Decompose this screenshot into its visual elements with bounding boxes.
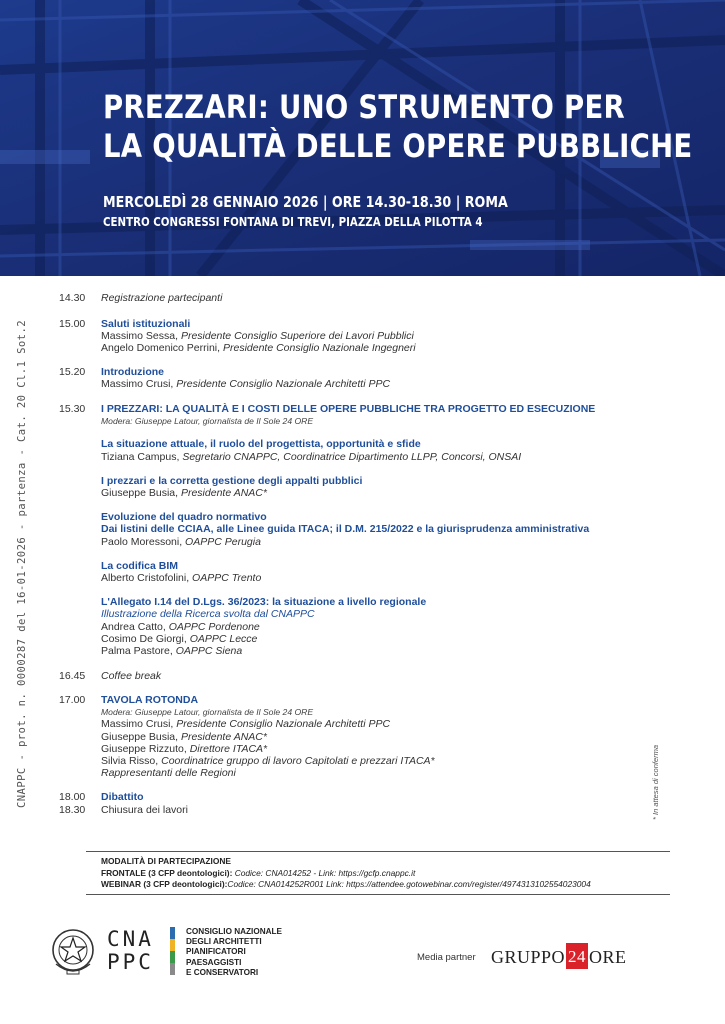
talk-3 xyxy=(101,511,701,548)
talk-subtitle: Dai listini delle CCIAA, alle Linee guida ITACA; il D.M. 215/2022 e la giurisprudenza amministrativa xyxy=(101,523,590,536)
event-venue: CENTRO CONGRESSI FONTANA DI TREVI, PIAZZA DELLA PILOTTA 4 xyxy=(103,214,483,229)
event-title xyxy=(103,88,693,166)
logo-part: GRUPPO xyxy=(491,947,566,967)
time-label: 17.00 xyxy=(59,694,86,706)
frontale-label: FRONTALE (3 CFP deontologici): xyxy=(101,867,235,878)
webinar-label: WEBINAR (3 CFP deontologici): xyxy=(101,879,228,889)
speaker-name: Massimo Sessa, xyxy=(101,330,181,343)
speaker-role: Direttore ITACA* xyxy=(189,742,268,755)
speaker-role: Coordinatrice gruppo di lavoro Capitolati e prezzari ITACA* xyxy=(161,755,435,768)
talk-4 xyxy=(101,560,701,584)
cnappc-logo-line-1: CNA xyxy=(107,927,154,951)
speaker-name: Giuseppe Rizzuto, xyxy=(101,742,190,755)
time-label: 15.30 xyxy=(59,403,86,415)
speaker-name: Angelo Domenico Perrini, xyxy=(101,342,223,355)
session-heading: Introduzione xyxy=(101,366,164,378)
speaker-name: Andrea Catto, xyxy=(101,620,169,633)
divider-top xyxy=(86,851,670,852)
time-label: 18.00 xyxy=(59,791,86,803)
speaker-role: OAPPC Siena xyxy=(175,645,243,658)
council-line: CONSIGLIO NAZIONALE xyxy=(186,927,282,936)
webinar-info: Codice: CNA014252R001 Link: https://attendee.gotowebinar.com/register/4974313102554023004 xyxy=(227,879,591,889)
speaker-role: Presidente Consiglio Nazionale Architetti PPC xyxy=(176,718,391,731)
speaker-role: Segretario CNAPPC, Coordinatrice Dipartimento LLPP, Concorsi, ONSAI xyxy=(182,450,522,463)
speaker-name: Alberto Cristofolini, xyxy=(101,572,193,585)
time-label: 15.00 xyxy=(59,318,86,330)
color-bar xyxy=(170,963,175,975)
speaker-role: OAPPC Perugia xyxy=(185,535,261,548)
council-line: E CONSERVATORI xyxy=(186,967,259,977)
registration-text: Registrazione partecipanti xyxy=(101,292,223,304)
time-label: 16.45 xyxy=(59,670,86,682)
talk-title: L'Allegato I.14 del D.Lgs. 36/2023: la situazione a livello regionale xyxy=(101,596,427,609)
coffee-break-text: Coffee break xyxy=(101,670,162,682)
speaker-role: Presidente Consiglio Nazionale Ingegneri xyxy=(222,342,416,355)
speaker-role: OAPPC Pordenone xyxy=(168,620,260,633)
council-name xyxy=(186,927,282,978)
talk-2 xyxy=(101,475,701,499)
header-banner xyxy=(0,0,725,276)
talk-title: Evoluzione del quadro normativo xyxy=(101,511,267,524)
color-bar xyxy=(170,927,175,939)
divider-bottom xyxy=(86,894,670,895)
council-line: PIANIFICATORI xyxy=(186,947,246,957)
council-line: DEGLI ARCHITETTI xyxy=(186,937,262,947)
closing-text: Chiusura dei lavori xyxy=(101,804,188,816)
speaker-name: Giuseppe Busia, xyxy=(101,730,181,743)
speaker-name: Massimo Crusi, xyxy=(101,378,177,391)
speaker-name: Paolo Moressoni, xyxy=(101,535,186,548)
protocol-stamp: CNAPPC - prot. n. 0000287 del 16-01-2026 - partenza - Cat. 20 Cl.1 Sot.2 xyxy=(16,319,28,808)
talk-title: I prezzari e la corretta gestione degli appalti pubblici xyxy=(101,474,363,487)
confirmation-note: * In attesa di conferma xyxy=(651,744,660,820)
speaker-name: Tiziana Campus, xyxy=(101,450,183,463)
event-date: MERCOLEDÌ 28 GENNAIO 2026 | ORE 14.30-18.30 | ROMA xyxy=(103,193,508,211)
session-heading: TAVOLA ROTONDA xyxy=(101,694,199,706)
session-heading: I PREZZARI: LA QUALITÀ E I COSTI DELLE OPERE PUBBLICHE TRA PROGETTO ED ESECUZIONE xyxy=(101,403,596,415)
moderator: Modera: Giuseppe Latour, giornalista de Il Sole 24 ORE xyxy=(101,707,314,718)
participation-title: MODALITÀ DI PARTECIPAZIONE xyxy=(101,856,231,866)
council-line: PAESAGGISTI xyxy=(186,957,242,967)
session-heading: Dibattito xyxy=(101,791,144,803)
speaker-role: Presidente Consiglio Nazionale Architetti PPC xyxy=(176,378,391,391)
speaker-role: OAPPC Trento xyxy=(192,572,262,585)
logo-part: ORE xyxy=(589,947,627,967)
speaker-role: Presidente ANAC* xyxy=(180,487,267,500)
time-label: 14.30 xyxy=(59,292,86,304)
time-label: 15.20 xyxy=(59,366,86,378)
title-line-2: LA QUALITÀ DELLE OPERE PUBBLICHE xyxy=(103,127,693,165)
session-heading: Saluti istituzionali xyxy=(101,318,191,330)
color-bar xyxy=(170,939,175,951)
talk-title: La situazione attuale, il ruolo del progettista, opportunità e sfide xyxy=(101,438,421,451)
speaker-name: Silvia Risso, xyxy=(101,755,162,768)
italian-republic-emblem-icon xyxy=(50,926,96,978)
moderator: Modera: Giuseppe Latour, giornalista de Il Sole 24 ORE xyxy=(101,416,314,427)
speaker-name: Massimo Crusi, xyxy=(101,718,177,731)
gruppo-24-ore-logo xyxy=(491,944,627,970)
speaker-name: Cosimo De Giorgi, xyxy=(101,632,190,645)
talk-5 xyxy=(101,596,701,657)
talk-subtitle: Illustrazione della Ricerca svolta dal CNAPPC xyxy=(101,608,315,621)
speaker-name: Palma Pastore, xyxy=(101,645,176,658)
color-bar xyxy=(170,951,175,963)
logo-24-box: 24 xyxy=(566,943,588,969)
frontale-info: Codice: CNA014252 - Link: https://gcfp.cnappc.it xyxy=(234,867,416,878)
talk-title: La codifica BIM xyxy=(101,559,179,572)
cnappc-logo-line-2: PPC xyxy=(107,950,154,974)
participation-info xyxy=(101,856,591,891)
talk-1 xyxy=(101,438,701,462)
regions-representatives: Rappresentanti delle Regioni xyxy=(101,767,236,780)
speaker-role: Presidente Consiglio Superiore dei Lavori Pubblici xyxy=(180,330,414,343)
time-label: 18.30 xyxy=(59,804,86,816)
speaker-role: Presidente ANAC* xyxy=(180,730,267,743)
speaker-name: Giuseppe Busia, xyxy=(101,487,181,500)
title-line-1: PREZZARI: UNO STRUMENTO PER xyxy=(103,88,625,126)
cnappc-logo xyxy=(107,928,154,974)
media-partner-label: Media partner xyxy=(417,952,476,963)
speaker-role: OAPPC Lecce xyxy=(189,632,258,645)
cnappc-color-bars xyxy=(170,927,175,975)
